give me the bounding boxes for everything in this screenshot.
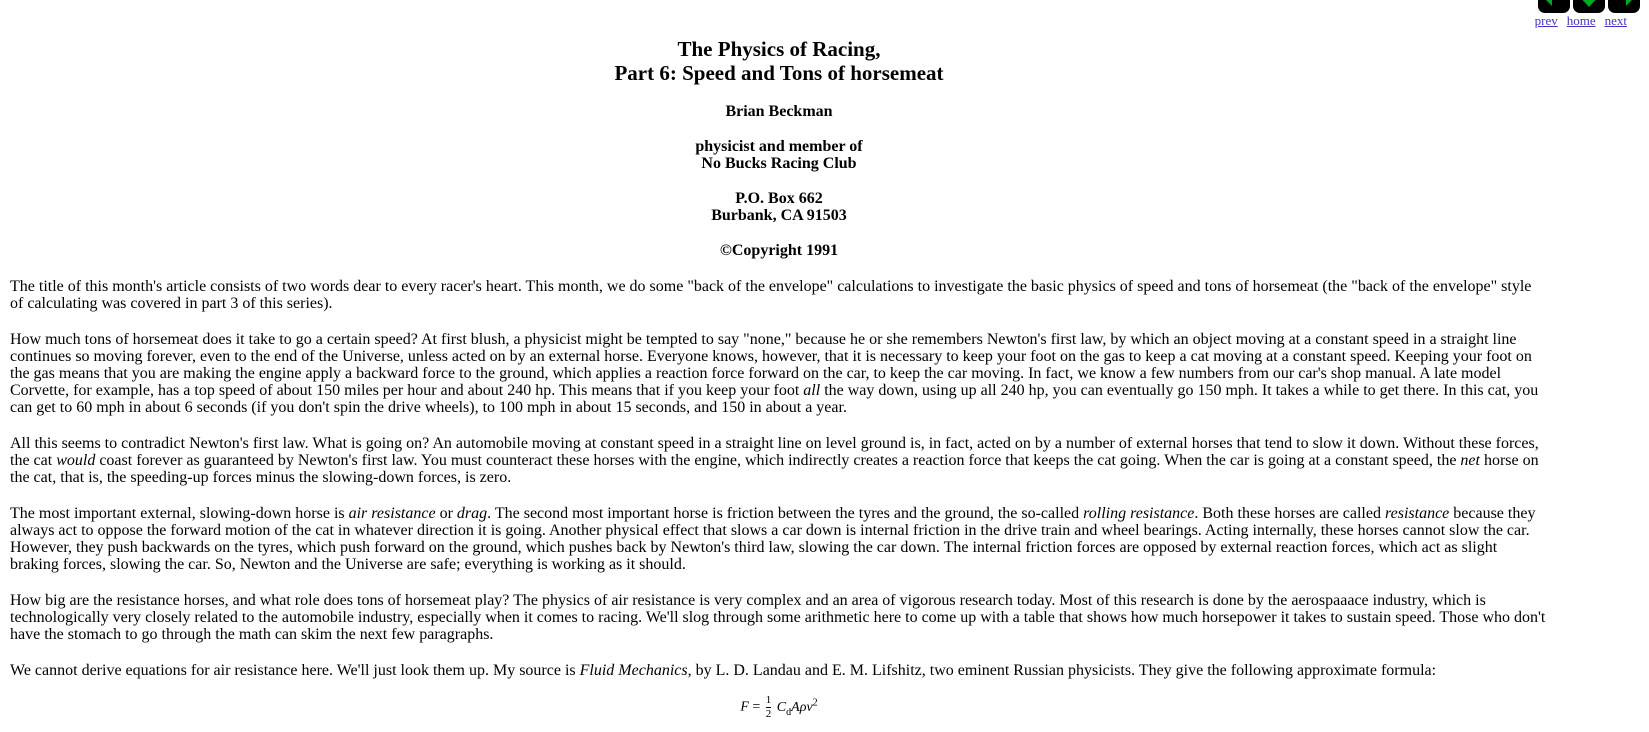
nav-links: [1535, 13, 1627, 29]
italic-text: Fluid Mechanics: [579, 662, 688, 679]
body-text: The most important external, slowing-down horse is: [10, 505, 349, 522]
article: [10, 37, 1548, 720]
body-text: How big are the resistance horses, and what role does tons of horsemeat play? The physics of air resistance is very complex and an area of vigorous research today. Most of this research is done by the aerospaaace industry, which is technologically very closely related to the automobile industry, especially when it comes to racing. We'll slog through some arithmetic here to come up with a table that shows how much horsepower it takes to sustain speed. Those who don't have the stomach to go through the math can skim the next few paragraphs.: [10, 592, 1546, 643]
formula-term: 2: [812, 697, 818, 709]
italic-text: all: [803, 382, 821, 399]
copyright-line: ©Copyright 1991: [719, 242, 839, 259]
italic-text: would: [56, 452, 96, 469]
body-text: or: [435, 505, 457, 522]
paragraph: [10, 435, 1548, 486]
title-line-1: The Physics of Racing,: [677, 37, 881, 61]
body-text: All this seems to contradict Newton's first law. What is going on? An automobile moving at constant speed in a straight line on level ground is, in fact, acted on by a number of external horses that tend to slow it down. Without these forces, the cat: [10, 435, 1539, 469]
italic-text: resistance: [1384, 505, 1450, 522]
air-resistance-formula: [10, 695, 1548, 720]
paragraph: [10, 505, 1548, 573]
author-name: Brian Beckman: [725, 103, 833, 120]
author: [10, 103, 1548, 120]
body-text: , by L. D. Landau and E. M. Lifshitz, two eminent Russian physicists. They give the following approximate formula:: [687, 662, 1437, 679]
article-paragraphs: [10, 278, 1548, 679]
italic-text: rolling resistance: [1083, 505, 1195, 522]
affiliation-line-2: No Bucks Racing Club: [701, 155, 857, 172]
title-line-2: Part 6: Speed and Tons of horsemeat: [614, 61, 944, 85]
paragraph: [10, 278, 1548, 312]
formula-term: v: [806, 699, 813, 715]
body-text: . Both these horses are called: [1194, 505, 1385, 522]
formula-terms: [776, 697, 818, 718]
italic-text: air resistance: [348, 505, 436, 522]
page-title: [10, 37, 1548, 85]
body-text: coast forever as guaranteed by Newton's first law. You must counteract these horses with the engine, which indirectly creates a reaction force that keeps the cat going. When the car is going at a constant speed, the: [95, 452, 1461, 469]
body-text: The title of this month's article consists of two words dear to every racer's heart. This month, we do some "back of the envelope" calculations to investigate the basic physics of speed and tons of horsemeat (the "back of the envelope" style of calculating was covered in part 3 of this series).: [10, 278, 1532, 312]
prev-home-next-graphic[interactable]: [1538, 0, 1640, 13]
body-text: the way down, using up all 240 hp, you can eventually go 150 mph. It takes a while to get there. In this cat, you can get to 60 mph in about 6 seconds (if you don't spin the drive wheels), to 100 mph in about 15 seconds, and 150 in about a year.: [10, 382, 1539, 416]
formula-term: C: [776, 699, 787, 715]
formula-equals: =: [752, 699, 761, 715]
formula-fraction: [766, 695, 772, 720]
prev-link[interactable]: prev: [1534, 13, 1558, 28]
affiliation: [10, 138, 1548, 172]
address: [10, 190, 1548, 224]
affiliation-line-1: physicist and member of: [695, 138, 863, 155]
body-text: We cannot derive equations for air resistance here. We'll just look them up. My source is: [10, 662, 580, 679]
home-link[interactable]: home: [1566, 13, 1596, 28]
body-text: because they always act to oppose the forward motion of the cat in whatever direction it is going. Another physical effect that slows a car down is internal friction in the drive train and wheel bearings. Acting internally, these horses cannot slow the car. However, they push backwards on the tyres, which push forward on the ground, which pushes back by Newton's third law, slowing the car down. The internal friction forces are opposed by external reaction forces, which act as slight braking forces, slowing the car. So, Newton and the Universe are safe; everything is working as it should.: [10, 505, 1536, 573]
paragraph: [10, 592, 1548, 643]
paragraph: [10, 331, 1548, 416]
body-text: horse on the cat, that is, the speeding-up forces minus the slowing-down forces, is zero.: [10, 452, 1539, 486]
address-line-1: P.O. Box 662: [735, 190, 823, 207]
formula-term: d: [786, 706, 792, 718]
body-text: . The second most important horse is friction between the tyres and the ground, the so-called: [487, 505, 1084, 522]
fraction-numerator: 1: [765, 694, 772, 706]
body-text: How much tons of horsemeat does it take to go a certain speed? At first blush, a physicist might be tempted to say "none," because he or she remembers Newton's first law, by which an object moving at a constant speed in a straight line continues so moving forever, even to the end of the Universe, unless acted on by an external horse. Everyone knows, however, that it is necessary to keep your foot on the gas to keep a cat moving at a constant speed. Keeping your foot on the gas means that you are making the engine apply a backward force to the ground, which applies a reaction force forward on the car, to keep the car moving. In fact, we know a few numbers from our car's shop manual. A late model Corvette, for example, has a top speed of about 150 miles per hour and about 240 hp. This means that if you keep your foot: [10, 331, 1532, 399]
address-line-2: Burbank, CA 91503: [711, 207, 847, 224]
paragraph: [10, 662, 1548, 679]
copyright: [10, 242, 1548, 259]
italic-text: net: [1460, 452, 1480, 469]
next-link[interactable]: next: [1604, 13, 1627, 28]
italic-text: drag: [456, 505, 488, 522]
formula-lhs: F: [740, 699, 749, 715]
formula-term: ρ: [799, 699, 807, 715]
fraction-denominator: 2: [765, 708, 772, 720]
formula-term: A: [791, 699, 800, 715]
